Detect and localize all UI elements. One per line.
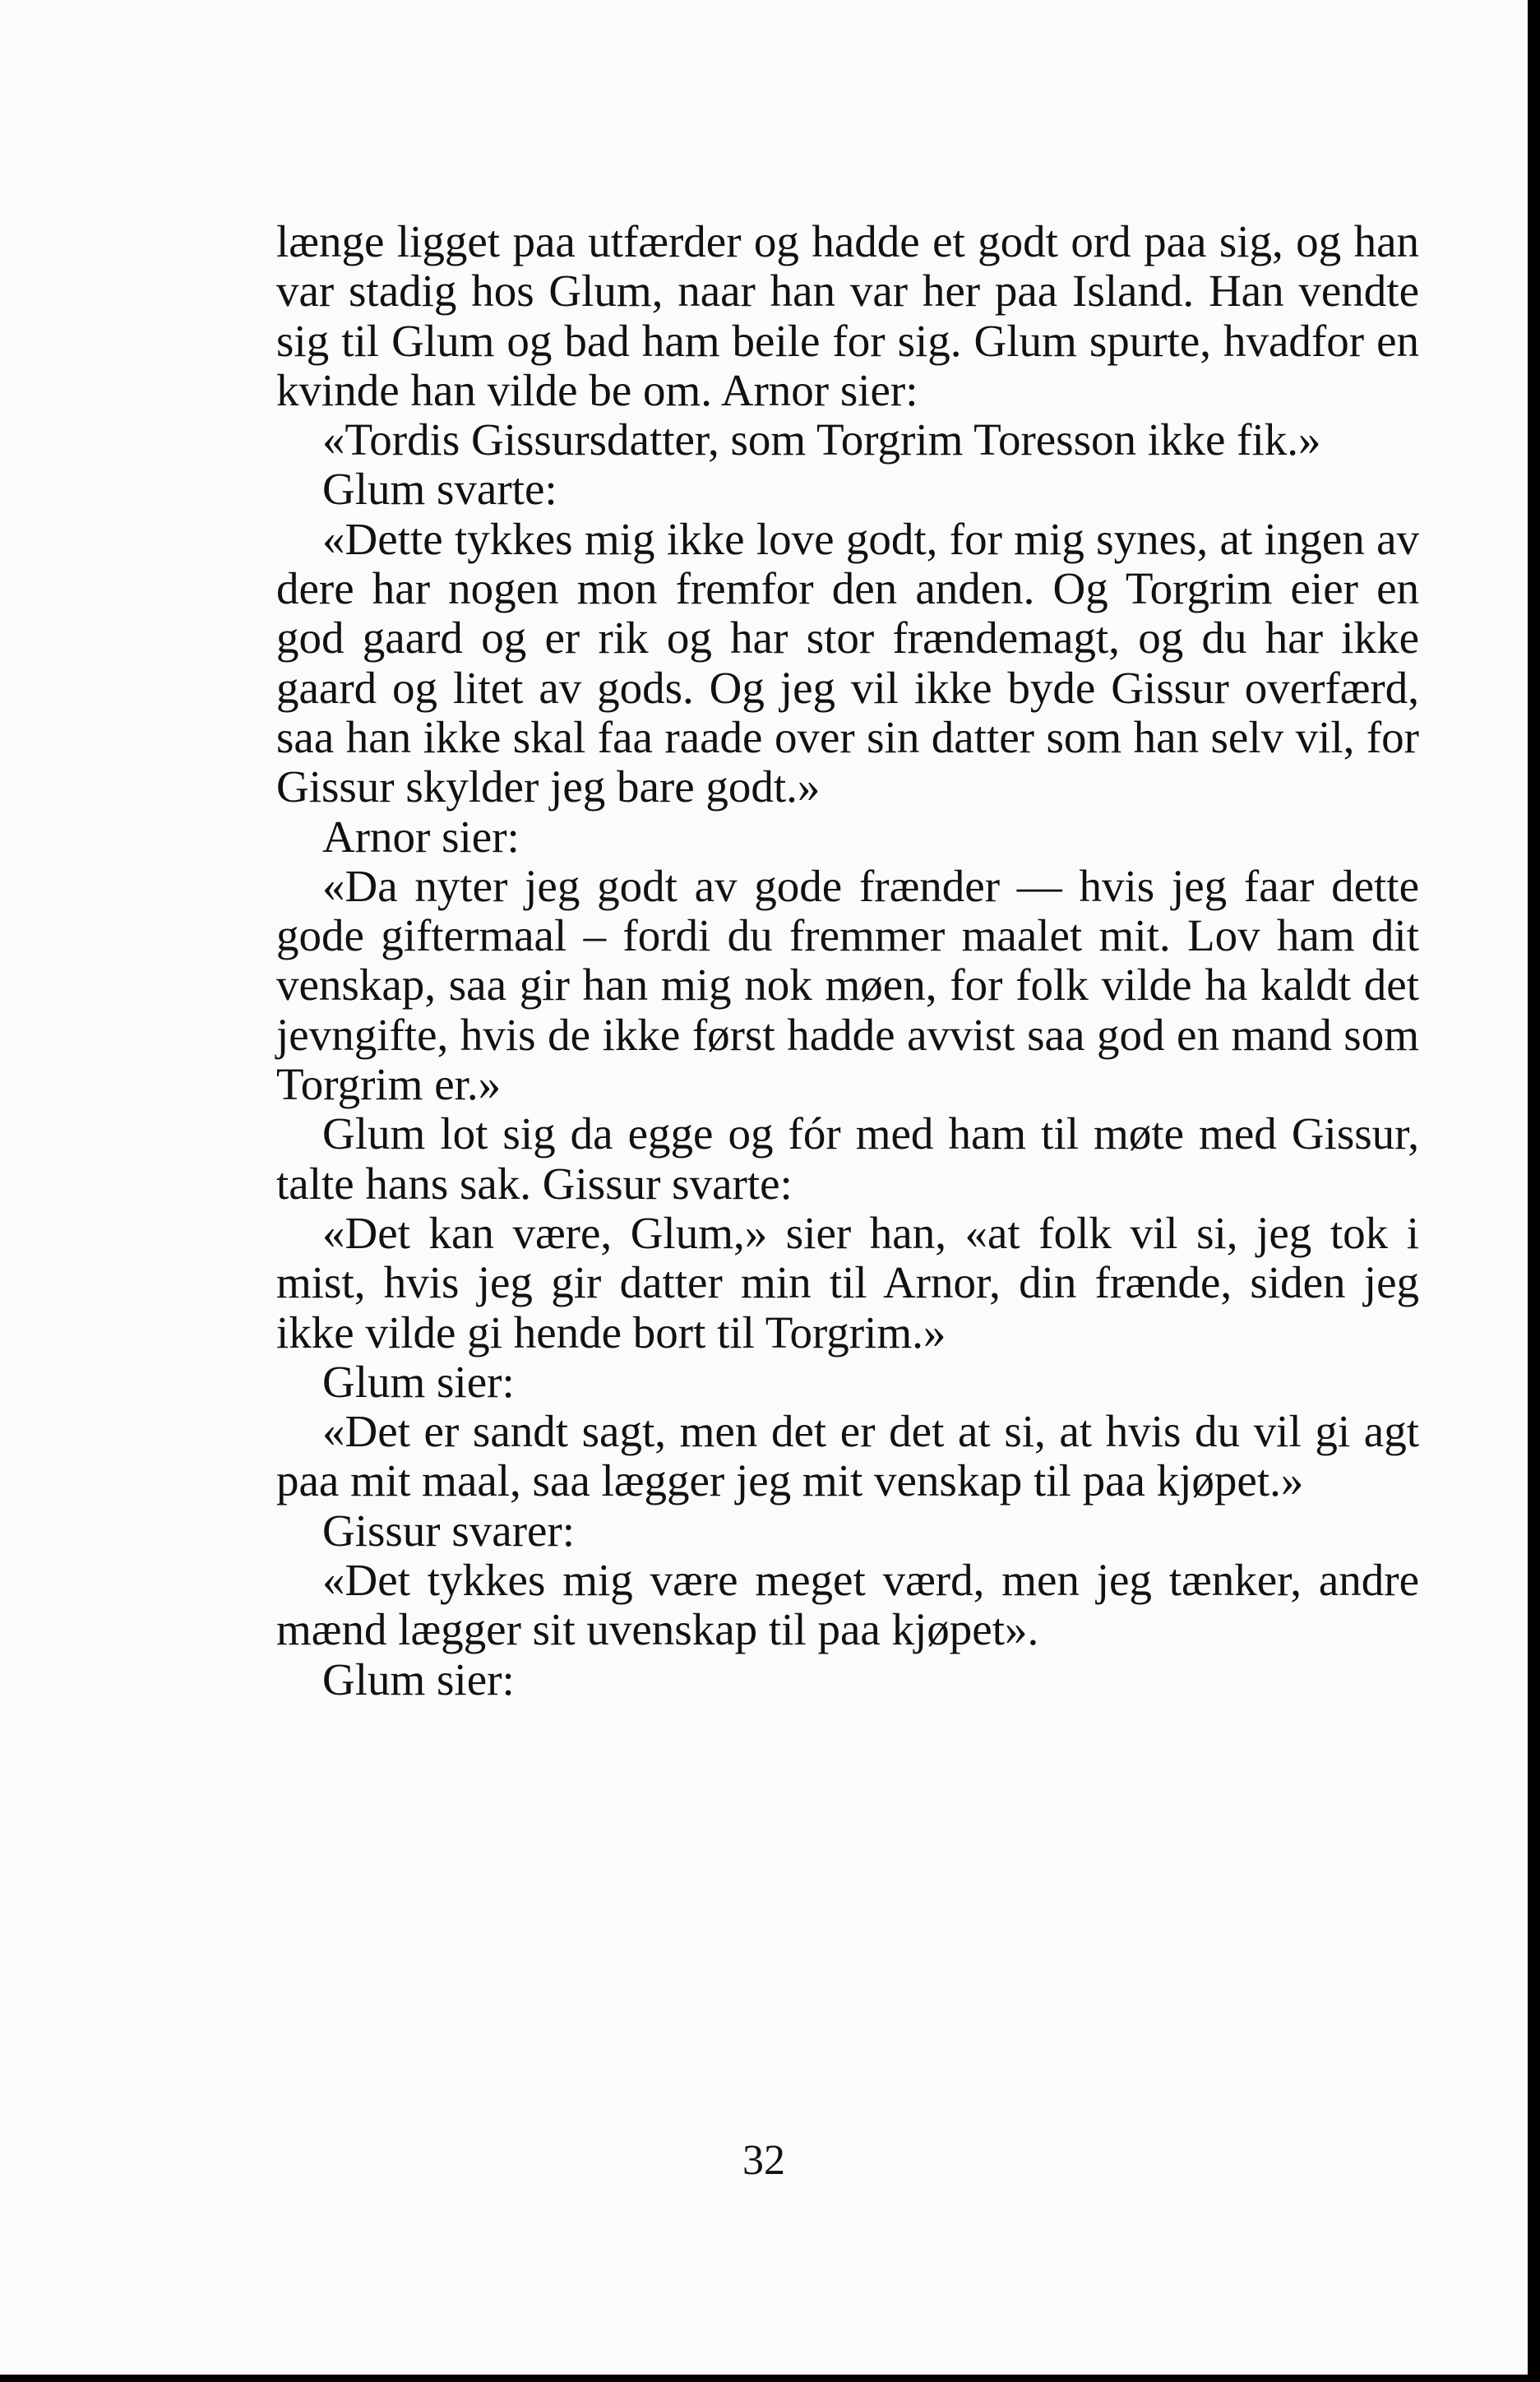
paragraph: «Det kan være, Glum,» sier han, «at folk vil si, jeg tok i mist, hvis jeg gir datter min til Arnor, din frænde, siden jeg ikke vilde gi hende bort til Torgrim.» xyxy=(276,1207,1419,1358)
paragraph: «Dette tykkes mig ikke love godt, for mig synes, at ingen av dere har nogen mon fremfor den anden. Og Torgrim eier en god gaard og er rik og har stor frændemagt, og du har ikke gaard og litet av gods. Og jeg vil ikke byde Gissur overfærd, saa han ikke skal faa raade over sin datter som han selv vil, for Gissur skylder jeg bare godt.» xyxy=(276,513,1419,812)
paragraph: Arnor sier: xyxy=(322,811,520,862)
paragraph: Glum lot sig da egge og fór med ham til møte med Gissur, talte hans sak. Gissur svarte: xyxy=(276,1108,1419,1209)
paragraph: «Det er sandt sagt, men det er det at si, at hvis du vil gi agt paa mit maal, saa lægger jeg mit venskap til paa kjøpet.» xyxy=(276,1406,1419,1506)
page-number: 32 xyxy=(742,2137,785,2184)
paragraph: «Tordis Gissursdatter, som Torgrim Toresson ikke fik.» xyxy=(322,414,1321,465)
paragraph: Glum svarte: xyxy=(322,464,557,515)
paragraph: Gissur svarer: xyxy=(322,1505,576,1556)
paragraph: Glum sier: xyxy=(322,1356,515,1407)
paragraph: Glum sier: xyxy=(322,1654,515,1704)
paragraph: «Da nyter jeg godt av gode frænder — hvis jeg faar dette gode giftermaal – fordi du fremmer maalet mit. Lov ham dit venskap, saa gir han mig nok møen, for folk vilde ha kaldt det jevngifte, hvis de ikke først hadde avvist saa god en mand som Torgrim er.» xyxy=(276,860,1419,1110)
paragraph: «Det tykkes mig være meget værd, men jeg tænker, andre mænd lægger sit uvenskap til paa kjøpet». xyxy=(276,1555,1419,1655)
body-text xyxy=(276,217,1419,1704)
paragraph: længe ligget paa utfærder og hadde et godt ord paa sig, og han var stadig hos Glum, naar han var her paa Island. Han vendte sig til Glum og bad ham beile for sig. Glum spurte, hvadfor en kvinde han vilde be om. Arnor sier: xyxy=(276,216,1419,415)
